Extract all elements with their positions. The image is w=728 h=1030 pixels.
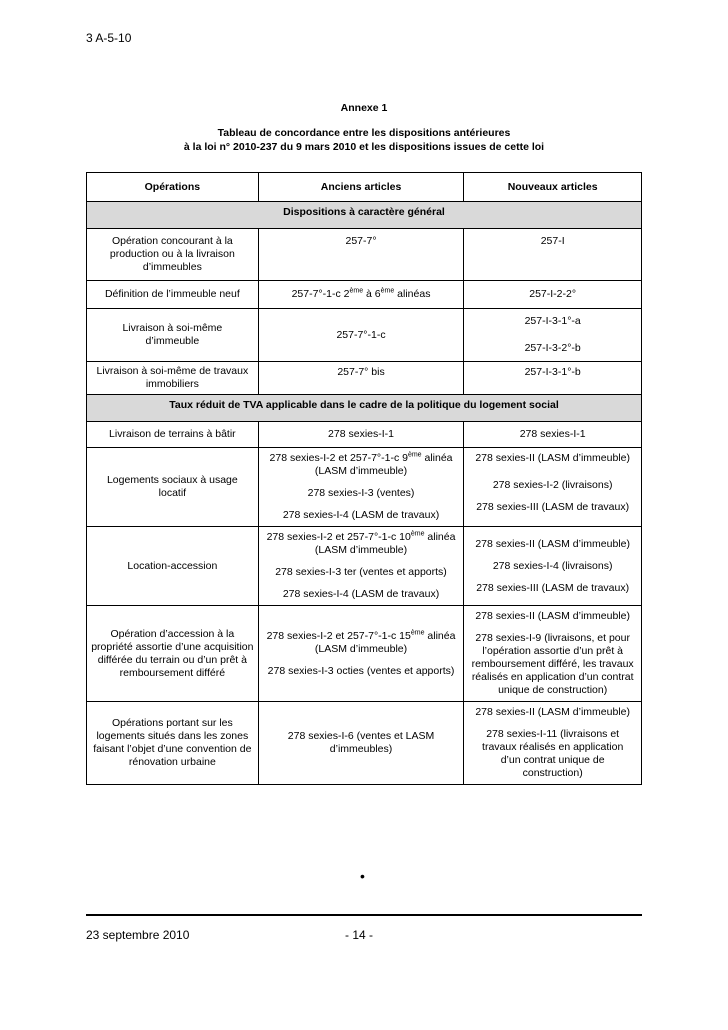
new-article-cell: [464, 527, 642, 606]
old-article-cell: 257-7°-1-c: [258, 309, 464, 362]
new-article-text: 278 sexies-I-11 (livraisons et travaux réalisés en application d’un contrat unique de construction): [482, 728, 624, 779]
old-article-cell: 257-7°: [258, 229, 464, 281]
old-article-text: 278 sexies-I-4 (LASM de travaux): [282, 509, 440, 521]
table-row: [87, 309, 642, 362]
operation-cell: Opération d’accession à la propriété assortie d’une acquisition différée du terrain ou d’un prêt à remboursement différé: [87, 606, 259, 702]
old-article-text: [263, 452, 460, 478]
new-article-cell: [464, 606, 642, 702]
new-article-text: 278 sexies-II (LASM d’immeuble): [475, 706, 630, 718]
text-part: 278 sexies-I-2 et 257-7°-1-c 9: [269, 452, 408, 464]
new-article-cell: 278 sexies-I-1: [464, 422, 642, 448]
header-old-articles: Anciens articles: [258, 173, 464, 202]
old-article-cell: [258, 606, 464, 702]
operation-cell: Opération concourant à la production ou à la livraison d’immeubles: [87, 229, 259, 281]
page-number: - 14 -: [345, 928, 374, 942]
text-part: 278 sexies-I-2 et 257-7°-1-c 15: [266, 629, 411, 642]
new-article-text: 278 sexies-II (LASM d’immeuble): [475, 537, 630, 550]
old-article-text: à 6: [363, 288, 381, 300]
concordance-table: [86, 172, 642, 785]
new-article-cell: [464, 702, 642, 785]
new-article-text: 257-I-3-1°-a: [524, 315, 581, 327]
old-article-text: 278 sexies-I-4 (LASM de travaux): [282, 588, 440, 600]
table-title-line2: à la loi n° 2010-237 du 9 mars 2010 et les dispositions issues de cette loi: [183, 141, 545, 153]
new-article-text: 278 sexies-II (LASM d’immeuble): [475, 452, 630, 464]
table-title: [86, 126, 642, 154]
old-article-text: [263, 630, 460, 656]
new-article-text: 278 sexies-I-9 (livraisons, et pour l’opération assortie d’un prêt à remboursement différé, les travaux réalisés en application d’un contrat unique de construction): [471, 632, 634, 696]
old-article-cell: [258, 448, 464, 527]
table-row: [87, 448, 642, 527]
old-article-text: 278 sexies-I-3 ter (ventes et apports): [275, 566, 447, 578]
new-article-cell: [464, 448, 642, 527]
bullet-mark: •: [360, 868, 365, 884]
new-article-text: 278 sexies-I-2 (livraisons): [492, 479, 613, 491]
operation-cell: Définition de l’immeuble neuf: [87, 281, 259, 309]
operation-cell: Location-accession: [87, 527, 259, 606]
text-part: alinéa (LASM d’immeuble): [314, 531, 456, 556]
new-article-text: 257-I-3-2°-b: [524, 342, 581, 354]
section-row: [87, 395, 642, 422]
old-article-text: alinéas: [394, 288, 431, 300]
superscript: ème: [410, 530, 425, 538]
old-article-cell: 278 sexies-I-1: [258, 422, 464, 448]
table-row: [87, 527, 642, 606]
superscript: ème: [410, 629, 425, 636]
superscript: ème: [380, 287, 395, 295]
section-title: Dispositions à caractère général: [87, 202, 642, 229]
new-article-text: 278 sexies-III (LASM de travaux): [476, 581, 630, 594]
old-article-text: 278 sexies-I-3 octies (ventes et apports): [267, 664, 455, 677]
operation-cell: Livraison de terrains à bâtir: [87, 422, 259, 448]
new-article-text: 278 sexies-II (LASM d’immeuble): [475, 610, 630, 622]
old-article-text: [263, 531, 460, 557]
table-row: [87, 422, 642, 448]
text-part: 278 sexies-I-2 et 257-7°-1-c 10: [266, 531, 411, 543]
operation-cell: Opérations portant sur les logements situés dans les zones faisant l’objet d’une convention de rénovation urbaine: [87, 702, 259, 785]
new-article-cell: 257-I-2-2°: [464, 281, 642, 309]
old-article-cell: 257-7° bis: [258, 362, 464, 395]
text-part: alinéa (LASM d’immeuble): [314, 629, 456, 655]
section-row: [87, 202, 642, 229]
superscript: ème: [349, 287, 364, 295]
table-row: [87, 281, 642, 309]
footer-divider: [86, 914, 642, 916]
operation-cell: Livraison à soi-même d’immeuble: [87, 309, 259, 362]
table-header-row: [87, 173, 642, 202]
header-operations: Opérations: [87, 173, 259, 202]
table-title-line1: Tableau de concordance entre les dispositions antérieures: [217, 127, 511, 139]
operation-cell: Logements sociaux à usage locatif: [87, 448, 259, 527]
header-new-articles: Nouveaux articles: [464, 173, 642, 202]
old-article-cell: [258, 527, 464, 606]
table-row: [87, 606, 642, 702]
operation-cell: Livraison à soi-même de travaux immobiliers: [87, 362, 259, 395]
old-article-cell: 278 sexies-I-6 (ventes et LASM d’immeubles): [258, 702, 464, 785]
superscript: ème: [407, 451, 422, 459]
section-title: Taux réduit de TVA applicable dans le cadre de la politique du logement social: [87, 395, 642, 422]
text-part: alinéa (LASM d’immeuble): [314, 452, 453, 477]
footer-date: 23 septembre 2010: [86, 928, 190, 942]
old-article-text: 278 sexies-I-3 (ventes): [307, 487, 415, 499]
table-row: [87, 229, 642, 281]
document-reference: 3 A-5-10: [86, 31, 132, 45]
new-article-cell: [464, 309, 642, 362]
old-article-text: 257-7°-1-c 2: [291, 288, 350, 300]
new-article-text: 278 sexies-I-4 (livraisons): [492, 559, 613, 572]
new-article-cell: 257-I: [464, 229, 642, 281]
new-article-text: 278 sexies-III (LASM de travaux): [476, 501, 630, 513]
annex-title: Annexe 1: [340, 102, 388, 114]
table-row: [87, 362, 642, 395]
table-row: [87, 702, 642, 785]
new-article-cell: 257-I-3-1°-b: [464, 362, 642, 395]
old-article-cell: [258, 281, 464, 309]
